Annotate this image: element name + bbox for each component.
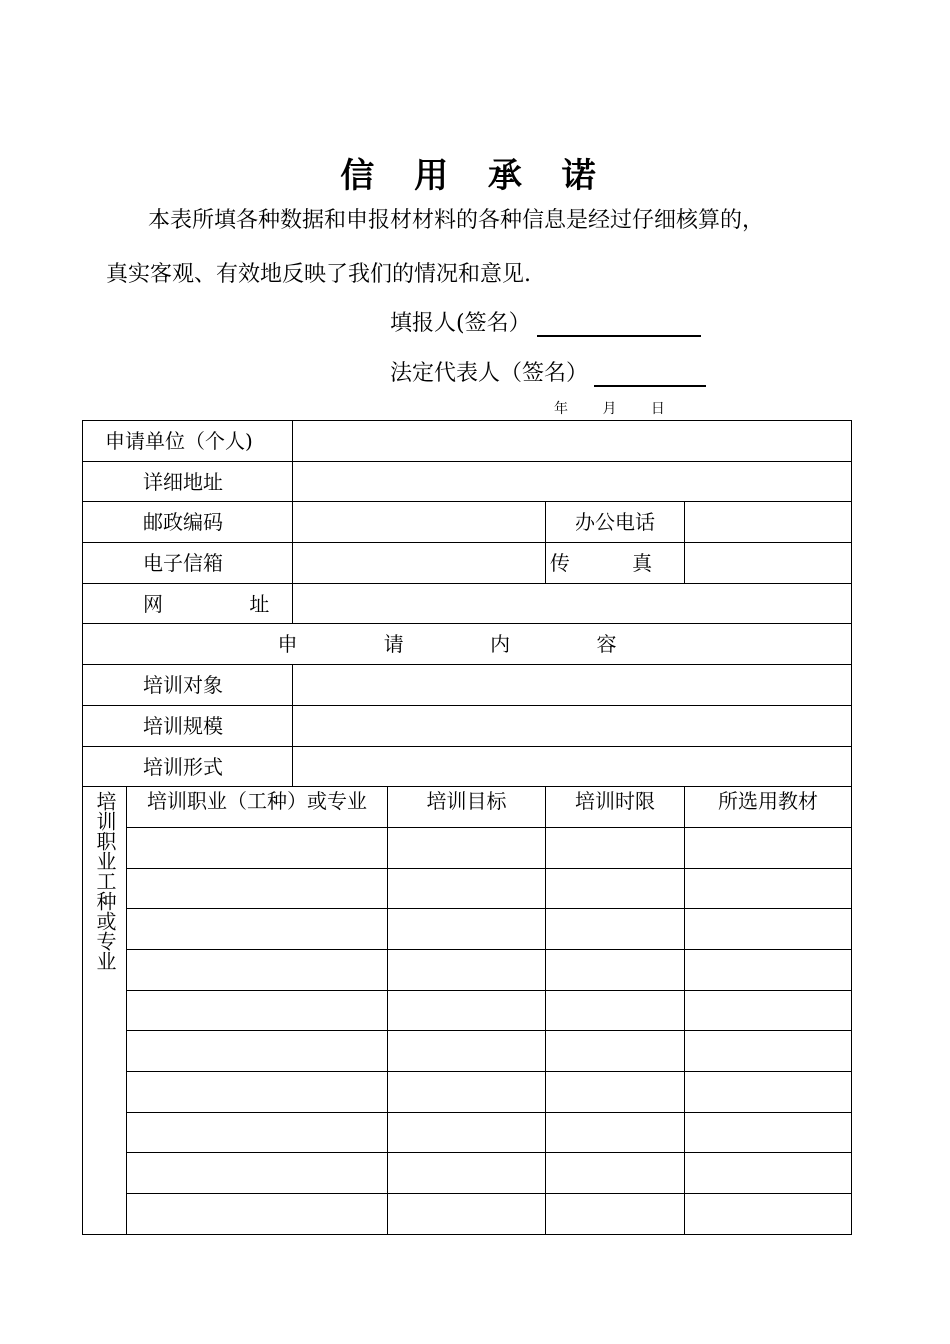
table-cell[interactable] <box>127 909 388 950</box>
fax-label: 传 真 <box>546 543 685 584</box>
legal-rep-signature-line[interactable] <box>594 361 706 387</box>
table-cell[interactable] <box>127 990 388 1031</box>
table-row <box>83 1031 852 1072</box>
table-cell[interactable] <box>685 1194 852 1235</box>
table-cell[interactable] <box>685 1112 852 1153</box>
table-row <box>83 1072 852 1113</box>
table-cell[interactable] <box>546 827 685 868</box>
table-cell[interactable] <box>546 868 685 909</box>
table-cell[interactable] <box>127 1031 388 1072</box>
table-cell[interactable] <box>388 1031 546 1072</box>
legal-rep-signature <box>390 356 706 387</box>
application-form <box>82 420 852 1235</box>
table-cell[interactable] <box>127 868 388 909</box>
table-cell[interactable] <box>546 1072 685 1113</box>
table-cell[interactable] <box>127 1072 388 1113</box>
training-target-label: 培训对象 <box>83 665 293 706</box>
table-cell[interactable] <box>127 1194 388 1235</box>
date-line <box>554 398 695 418</box>
table-cell[interactable] <box>685 949 852 990</box>
office-phone-field[interactable] <box>685 502 852 543</box>
training-scale-field[interactable] <box>293 705 852 746</box>
postcode-field[interactable] <box>293 502 546 543</box>
table-row <box>83 868 852 909</box>
table-cell[interactable] <box>546 1031 685 1072</box>
date-day: 日 <box>650 401 665 417</box>
table-cell[interactable] <box>388 1153 546 1194</box>
training-scale-label: 培训规模 <box>83 705 293 746</box>
training-form-field[interactable] <box>293 746 852 787</box>
address-field[interactable] <box>293 461 852 502</box>
table-row <box>83 949 852 990</box>
table-row <box>83 827 852 868</box>
table-cell[interactable] <box>546 909 685 950</box>
table-cell[interactable] <box>685 1153 852 1194</box>
commitment-paragraph <box>106 194 866 302</box>
table-row <box>83 1112 852 1153</box>
website-label: 网 址 <box>83 583 293 624</box>
table-cell[interactable] <box>388 868 546 909</box>
table-cell[interactable] <box>388 1194 546 1235</box>
table-cell[interactable] <box>546 1153 685 1194</box>
column-header-textbook: 所选用教材 <box>685 787 852 828</box>
table-cell[interactable] <box>388 827 546 868</box>
table-cell[interactable] <box>127 949 388 990</box>
table-cell[interactable] <box>685 990 852 1031</box>
section-title: 申 请 内 容 <box>83 624 852 665</box>
table-cell[interactable] <box>127 1112 388 1153</box>
applicant-label: 申请单位（个人) <box>83 421 293 462</box>
table-cell[interactable] <box>546 1194 685 1235</box>
email-label: 电子信箱 <box>83 543 293 584</box>
table-row <box>83 1194 852 1235</box>
table-cell[interactable] <box>127 827 388 868</box>
page-title: 信 用 承 诺 <box>340 156 610 196</box>
table-cell[interactable] <box>546 990 685 1031</box>
date-month: 月 <box>602 401 617 417</box>
table-cell[interactable] <box>685 868 852 909</box>
fax-field[interactable] <box>685 543 852 584</box>
email-field[interactable] <box>293 543 546 584</box>
side-label-cell <box>83 787 127 1235</box>
table-row <box>83 909 852 950</box>
table-cell[interactable] <box>388 949 546 990</box>
office-phone-label: 办公电话 <box>546 502 685 543</box>
table-cell[interactable] <box>685 1031 852 1072</box>
table-cell[interactable] <box>388 1072 546 1113</box>
table-cell[interactable] <box>546 1112 685 1153</box>
table-row <box>83 990 852 1031</box>
filler-signature <box>390 306 701 337</box>
applicant-field[interactable] <box>293 421 852 462</box>
table-cell[interactable] <box>127 1153 388 1194</box>
commitment-line-2: 真实客观、有效地反映了我们的情况和意见. <box>106 262 531 287</box>
column-header-duration: 培训时限 <box>546 787 685 828</box>
table-cell[interactable] <box>685 827 852 868</box>
table-cell[interactable] <box>546 949 685 990</box>
table-cell[interactable] <box>685 909 852 950</box>
table-cell[interactable] <box>388 1112 546 1153</box>
postcode-label: 邮政编码 <box>83 502 293 543</box>
table-row <box>83 1153 852 1194</box>
column-header-occupation: 培训职业（工种）或专业 <box>127 787 388 828</box>
training-form-label: 培训形式 <box>83 746 293 787</box>
date-year: 年 <box>554 401 568 417</box>
training-target-field[interactable] <box>293 665 852 706</box>
address-label: 详细地址 <box>83 461 293 502</box>
commitment-line-1: 本表所填各种数据和申报材材料的各种信息是经过仔细核算的， <box>148 208 765 233</box>
filler-signature-label: 填报人(签名） <box>390 311 531 336</box>
table-cell[interactable] <box>685 1072 852 1113</box>
table-cell[interactable] <box>388 909 546 950</box>
column-header-goal: 培训目标 <box>388 787 546 828</box>
filler-signature-line[interactable] <box>537 311 701 337</box>
legal-rep-signature-label: 法定代表人（签名） <box>390 361 589 386</box>
side-label: 培训职业工种或专业 <box>93 791 117 972</box>
website-field[interactable] <box>293 583 852 624</box>
table-cell[interactable] <box>388 990 546 1031</box>
